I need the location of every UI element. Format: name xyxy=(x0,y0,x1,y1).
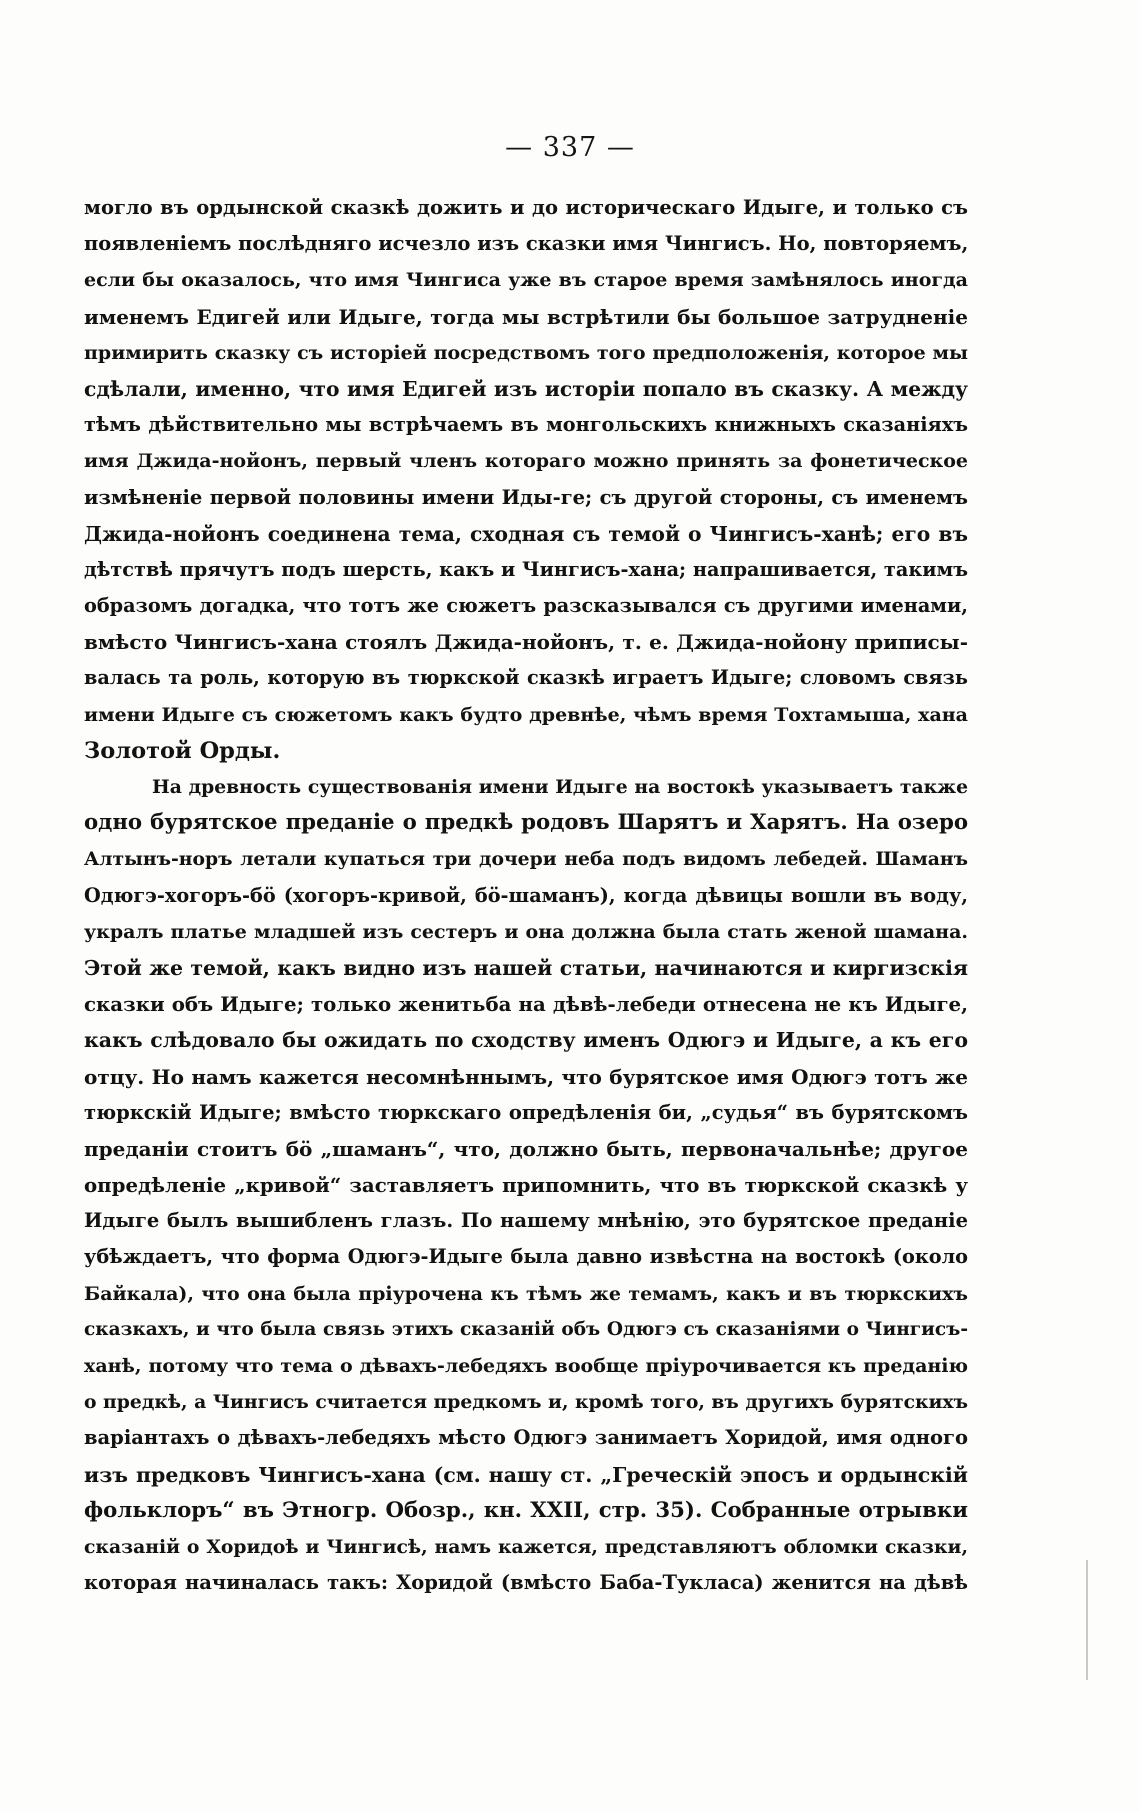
text-line: если бы оказалось, что имя Чингиса уже въ старое время замѣнялось иногда xyxy=(84,269,968,292)
page-number: — 337 — xyxy=(505,132,635,163)
text-line: появленіемъ послѣдняго исчезло изъ сказки имя Чингисъ. Но, повторяемъ, xyxy=(84,232,968,256)
text-line: сказки объ Идыге; только женитьба на дѣвѣ-лебеди отнесена не къ Идыге, xyxy=(84,992,968,1017)
scan-artifact-line xyxy=(1086,1560,1088,1680)
paragraph-1 xyxy=(84,190,968,769)
text-line: которая начиналась такъ: Хоридой (вмѣсто Баба-Тукласа) женится на дѣвѣ xyxy=(84,1571,968,1595)
text-line: имени Идыге съ сюжетомъ какъ будто древнѣе, чѣмъ время Тохтамыша, хана xyxy=(84,703,968,726)
text-line: имя Джида-нойонъ, первый членъ котораго можно принять за фонетическое xyxy=(84,450,968,473)
text-line: одно бурятское преданіе о предкѣ родовъ Шарятъ и Харятъ. На озеро xyxy=(84,810,968,836)
text-line: Джида-нойонъ соединена тема, сходная съ темой о Чингисъ-ханѣ; его въ xyxy=(84,521,968,546)
text-line: примирить сказку съ исторіей посредствомъ того предположенія, которое мы xyxy=(84,341,968,364)
text-line: Идыге былъ вышибленъ глазъ. По нашему мнѣнію, это бурятское преданіе xyxy=(84,1209,968,1233)
text-line: укралъ платье младшей изъ сестеръ и она должна была стать женой шамана. xyxy=(84,920,968,943)
text-line: могло въ ордынской сказкѣ дожить и до историческаго Идыге, и только съ xyxy=(84,196,968,219)
text-line: образомъ догадка, что тотъ же сюжетъ разсказывался съ другими именами, xyxy=(84,594,968,618)
text-line: Одюгэ-хогоръ-бӧ (хогоръ-кривой, бӧ-шаманъ), когда дѣвицы вошли въ воду, xyxy=(84,883,968,907)
text-line: сказаній о Хоридоѣ и Чингисѣ, намъ кажется, представляютъ обломки сказки, xyxy=(84,1535,968,1558)
text-line: ханѣ, потому что тема о дѣвахъ-лебедяхъ вообще пріурочивается къ преданію xyxy=(84,1355,968,1377)
text-line: какъ слѣдовало бы ожидать по сходству именъ Одюгэ и Идыге, а къ его xyxy=(84,1028,968,1053)
text-line: преданіи стоитъ бӧ „шаманъ“, что, должно быть, первоначальнѣе; другое xyxy=(84,1136,968,1161)
paragraph-2 xyxy=(84,769,968,1601)
text-line: убѣждаетъ, что форма Одюгэ-Идыге была давно извѣстна на востокѣ (около xyxy=(84,1245,968,1269)
text-line: варіантахъ о дѣвахъ-лебедяхъ мѣсто Одюгэ занимаетъ Хоридой, имя одного xyxy=(84,1426,968,1450)
text-line: вмѣсто Чингисъ-хана стоялъ Джида-нойонъ, т. е. Джида-нойону приписы- xyxy=(84,630,968,655)
text-line: дѣтствѣ прячутъ подъ шерсть, какъ и Чингисъ-хана; напрашивается, такимъ xyxy=(84,557,968,581)
text-line: отцу. Но намъ кажется несомнѣннымъ, что бурятское имя Одюгэ тотъ же xyxy=(84,1064,968,1089)
text-line: фольклоръ“ въ Этногр. Обозр., кн. XXII, стр. 35). Собранные отрывки xyxy=(84,1497,968,1523)
text-line: Этой же темой, какъ видно изъ нашей статьи, начинаются и киргизскія xyxy=(84,955,968,980)
text-line: изъ предковъ Чингисъ-хана (см. нашу ст. „Греческій эпосъ и ордынскій xyxy=(84,1462,968,1487)
text-line: сдѣлали, именно, что имя Едигей изъ исторіи попало въ сказку. А между xyxy=(84,376,968,401)
text-line: На древность существованія имени Идыге на востокѣ указываетъ также xyxy=(152,776,968,798)
text-line: тюркскій Идыге; вмѣсто тюркскаго опредѣленія би, „судья“ въ бурятскомъ xyxy=(84,1100,968,1124)
text-line: измѣненіе первой половины имени Иды-ге; съ другой стороны, съ именемъ xyxy=(84,485,968,509)
text-line: Байкала), что она была пріурочена къ тѣмъ же темамъ, какъ и въ тюркскихъ xyxy=(84,1282,968,1305)
body-text xyxy=(84,190,968,1601)
text-line: валась та роль, которую въ тюркской сказкѣ играетъ Идыге; словомъ связь xyxy=(84,666,968,690)
text-line: сказкахъ, и что была связь этихъ сказаній объ Одюгэ съ сказаніями о Чингисъ- xyxy=(84,1318,968,1340)
text-line: опредѣленіе „кривой“ заставляетъ припомнить, что въ тюркской сказкѣ у xyxy=(84,1173,968,1198)
text-line: Золотой Орды. xyxy=(84,737,281,764)
text-line: Алтынъ-норъ летали купаться три дочери неба подъ видомъ лебедей. Шаманъ xyxy=(84,848,968,871)
text-line: именемъ Едигей или Идыге, тогда мы встрѣтили бы большое затрудненіе xyxy=(84,304,968,329)
text-line: о предкѣ, а Чингисъ считается предкомъ и, кромѣ того, въ другихъ бурятскихъ xyxy=(84,1391,968,1414)
text-line: тѣмъ дѣйствительно мы встрѣчаемъ въ монгольскихъ книжныхъ сказаніяхъ xyxy=(84,413,968,437)
